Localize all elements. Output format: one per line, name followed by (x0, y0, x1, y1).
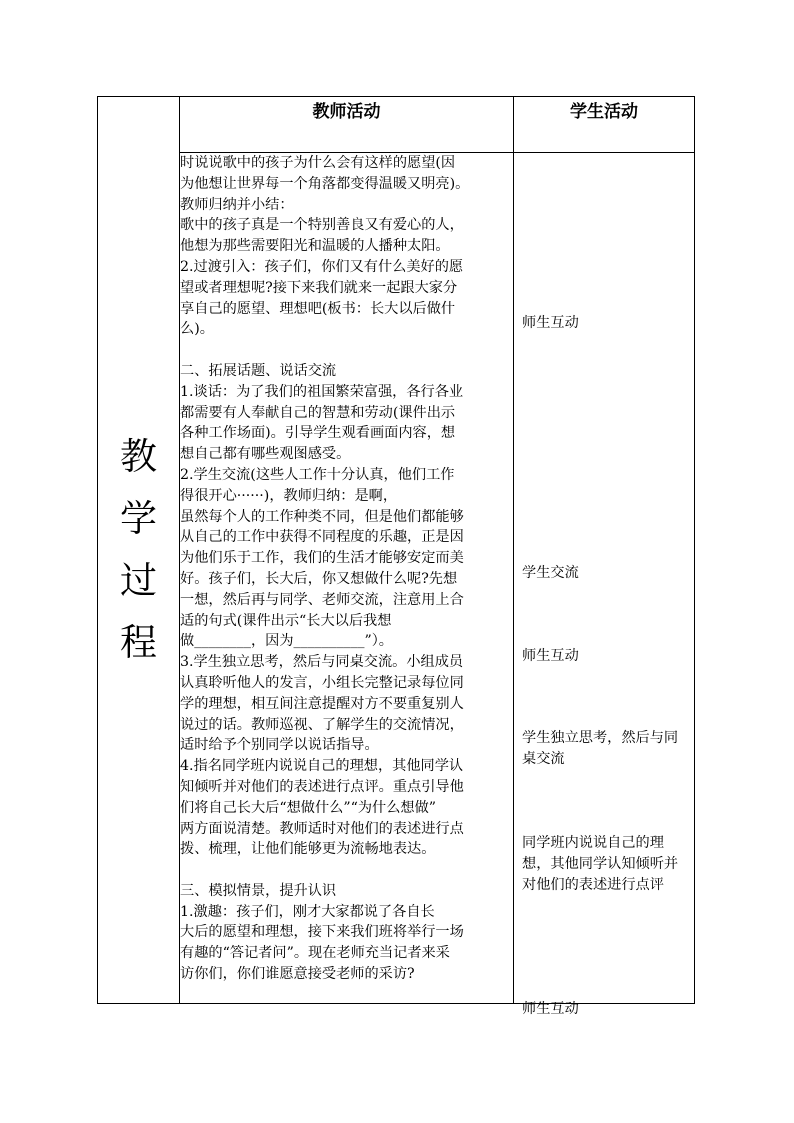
teacher-activity-line: 从自己的工作中获得不同程度的乐趣，正是因 (180, 529, 464, 546)
teacher-activity-line: 学的理想，相互间注意提醒对方不要重复别人 (180, 695, 464, 712)
teacher-activity-line (180, 340, 513, 361)
teacher-activity-line: 得很开心······)，教师归纳：是啊， (180, 487, 398, 504)
teacher-activity-line: 适时给予个别同学以说话指导。 (180, 737, 379, 754)
teacher-activity-line: 各种工作场面)。引导学生观看画面内容，想 (180, 425, 456, 442)
table-body-row (98, 153, 695, 1004)
teacher-activity-cell (180, 153, 514, 1004)
teacher-activity-line: 三、模拟情景，提升认识 (180, 882, 337, 899)
teacher-activity-line: 有趣的“答记者问”。现在老师充当记者来采 (180, 945, 450, 962)
student-note: 师生互动 (522, 648, 579, 664)
teacher-activity-line: 大后的愿望和理想，接下来我们班将举行一场 (180, 924, 464, 941)
teacher-activity-line: 2.学生交流(这些人工作十分认真，他们工作 (180, 466, 455, 483)
teacher-activity-line: 时说说歌中的孩子为什么会有这样的愿望(因 (180, 155, 456, 171)
teacher-activity-text (180, 153, 513, 985)
teacher-activity-line (180, 860, 513, 881)
table-header-row (98, 97, 695, 153)
student-note: 学生交流 (522, 565, 579, 581)
section-label-char: 教 (120, 435, 157, 478)
teacher-activity-line: 1.谈话：为了我们的祖国繁荣富强，各行各业 (180, 383, 464, 400)
teacher-activity-header: 教师活动 (180, 97, 514, 153)
teacher-activity-line: 好。孩子们，长大后，你又想做什么呢?先想 (180, 570, 458, 587)
teacher-activity-line: 4.指名同学班内说说自己的理想，其他同学认 (180, 758, 464, 775)
teacher-activity-line: 想自己都有哪些观图感受。 (180, 446, 351, 463)
teacher-activity-line: 拨、梳理，让他们能够更为流畅地表达。 (180, 841, 436, 858)
teacher-activity-line: 适的句式(课件出示“长大以后我想 (180, 612, 392, 629)
teacher-activity-line: 歌中的孩子真是一个特别善良又有爱心的人， (180, 217, 464, 234)
teacher-activity-line: 为他想让世界每一个角落都变得温暖又明亮)。 (180, 175, 470, 192)
teacher-activity-line: 做________，因为__________”）。 (180, 633, 393, 650)
student-note: 师生互动 (522, 1001, 579, 1017)
teacher-activity-line: 为他们乐于工作，我们的生活才能够安定而美 (180, 550, 464, 567)
student-note: 同学班内说说自己的理想，其他同学认知倾听并对他们的表述进行点评 (522, 835, 679, 893)
teacher-activity-line: 一想，然后再与同学、老师交流，注意用上合 (180, 591, 464, 608)
teacher-activity-line: 他想为那些需要阳光和温暖的人播种太阳。 (180, 238, 450, 255)
teacher-activity-line: 访你们，你们谁愿意接受老师的采访? (180, 966, 415, 983)
teacher-activity-line: 么)。 (180, 321, 214, 338)
teacher-activity-line: 二、拓展话题、说话交流 (180, 362, 337, 379)
lesson-plan-table (97, 96, 695, 1017)
section-label-char: 程 (120, 621, 157, 664)
teacher-activity-line: 享自己的愿望、理想吧(板书：长大以后做什 (180, 300, 456, 317)
teacher-activity-line: 1.激趣：孩子们，刚才大家都说了各自长 (180, 903, 435, 920)
teacher-activity-line: 说过的话。教师巡视、了解学生的交流情况， (180, 716, 464, 733)
teacher-activity-line: 知倾听并对他们的表述进行点评。重点引导他 (180, 778, 464, 795)
teacher-activity-line: 们将自己长大后“想做什么”“为什么想做” (180, 799, 437, 816)
teacher-activity-line: 2.过渡引入：孩子们，你们又有什么美好的愿 (180, 258, 464, 275)
student-activity-cell (514, 153, 695, 1017)
section-label-cell (98, 97, 180, 1004)
student-note: 师生互动 (522, 315, 579, 331)
student-note: 学生独立思考，然后与同桌交流 (522, 730, 679, 767)
section-label-char: 过 (120, 559, 157, 602)
teacher-activity-line: 3.学生独立思考，然后与同桌交流。小组成员 (180, 654, 464, 671)
section-label-char: 学 (120, 497, 157, 540)
teacher-activity-line: 教师归纳并小结： (180, 196, 294, 213)
teacher-activity-line: 虽然每个人的工作种类不同，但是他们都能够 (180, 508, 464, 525)
teacher-activity-line: 都需要有人奉献自己的智慧和劳动(课件出示 (180, 404, 456, 421)
teacher-activity-line: 望或者理想呢?接下来我们就来一起跟大家分 (180, 279, 458, 296)
teacher-activity-line: 认真聆听他人的发言，小组长完整记录每位同 (180, 674, 464, 691)
student-activity-header: 学生活动 (514, 97, 695, 153)
teacher-activity-line: 两方面说清楚。教师适时对他们的表述进行点 (180, 820, 464, 837)
